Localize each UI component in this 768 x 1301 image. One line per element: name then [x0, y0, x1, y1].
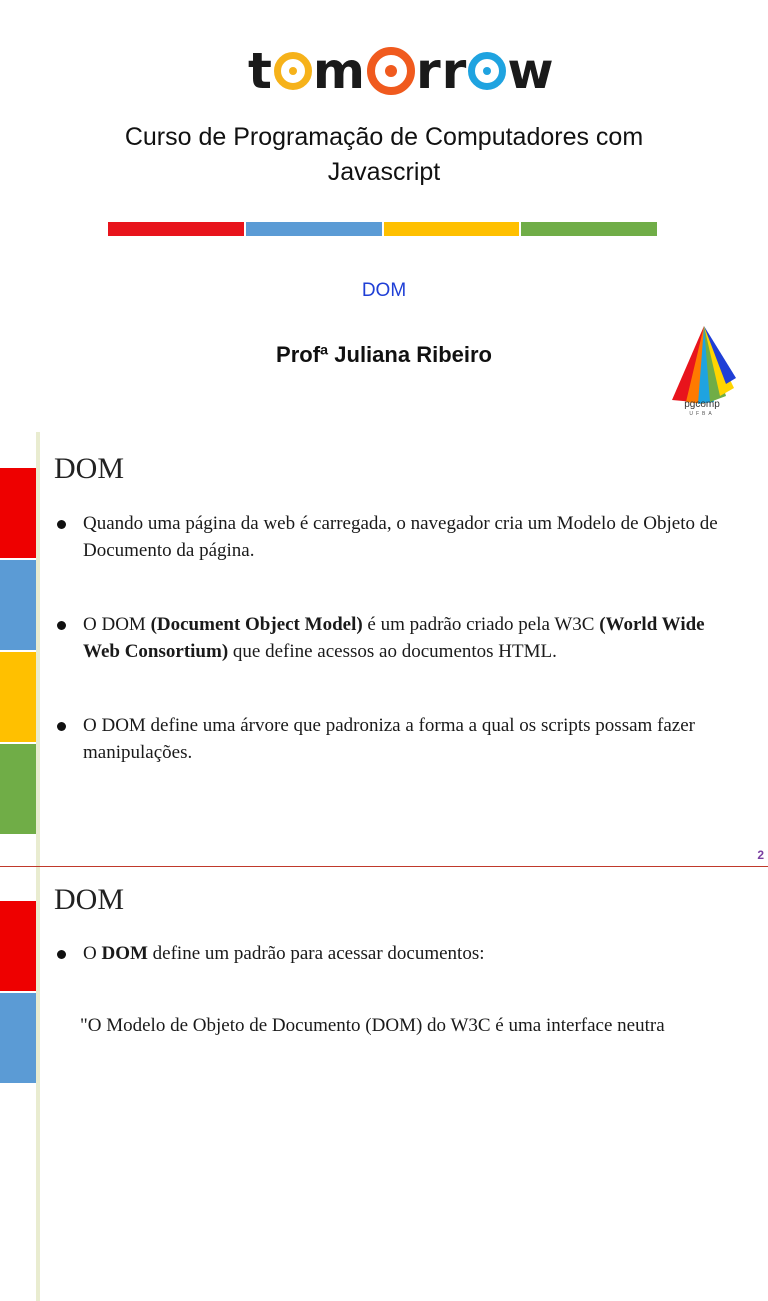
- content-slide-partial: [0, 867, 768, 1036]
- strip-block: [0, 560, 36, 650]
- slide-heading: DOM: [54, 452, 125, 485]
- strip-block: [0, 744, 36, 834]
- bullet-text-part: O DOM: [83, 614, 151, 635]
- bullet-text: Quando uma página da web é carregada, o navegador cria um Modelo de Objeto de Documento da página.: [83, 513, 718, 561]
- bullet-dot: [57, 621, 66, 630]
- course-title-line1: Curso de Programação de Computadores com: [124, 123, 644, 151]
- bullet-text-part: que define acessos ao documentos HTML.: [228, 641, 557, 662]
- bullet-dot: [57, 722, 66, 731]
- list-item: [54, 611, 734, 665]
- strip-block: [0, 993, 36, 1083]
- bullet-list: [54, 867, 734, 967]
- pgcomp-sub-label: UFBA: [689, 411, 715, 417]
- course-title-line2: Javascript: [327, 158, 441, 186]
- title-slide: [0, 0, 768, 432]
- bullet-text-bold: (Document Object Model): [150, 614, 363, 635]
- strip-block: [0, 432, 36, 468]
- strip-block: [0, 652, 36, 742]
- logo-ring-orange: [367, 47, 415, 95]
- cut-off-text: "O Modelo de Objeto de Documento (DOM) do W3C é uma interface neutra: [80, 1015, 665, 1036]
- list-item: [54, 712, 734, 766]
- slide-heading: DOM: [54, 883, 125, 916]
- strip-block: [0, 901, 36, 991]
- bullet-text-part: define um padrão para acessar documentos:: [147, 943, 485, 964]
- content-slide: [0, 432, 768, 867]
- strip-block: [0, 468, 36, 558]
- professor-name: Profª Juliana Ribeiro: [276, 342, 492, 367]
- bullet-dot: [57, 520, 66, 529]
- bullet-list: [54, 432, 734, 766]
- bullet-text-part: O: [83, 943, 102, 964]
- slide-color-strip: [0, 432, 36, 866]
- list-item: [54, 940, 734, 967]
- list-item: [54, 510, 734, 564]
- color-bar-segment: [108, 222, 244, 236]
- slide-color-strip: [0, 867, 36, 1301]
- strip-thin-line: [36, 867, 40, 1301]
- bullet-text-bold: DOM: [101, 943, 148, 964]
- color-bar-segment: [246, 222, 382, 236]
- bullet-text: O DOM define uma árvore que padroniza a forma a qual os scripts possam fazer manipulações.: [83, 715, 695, 763]
- strip-thin-line: [36, 432, 40, 866]
- color-bar-segment: [384, 222, 520, 236]
- color-bar-segment: [521, 222, 657, 236]
- tomorrow-logo: t m rr w: [248, 42, 555, 100]
- logo-ring-blue: [468, 52, 506, 90]
- bullet-text-part: é um padrão criado pela W3C: [362, 614, 600, 635]
- color-bar: [108, 222, 657, 236]
- bullet-text-bold: (World Wide Web Consortium): [83, 614, 705, 662]
- page-number: 2: [757, 848, 764, 862]
- bullet-dot: [57, 950, 66, 959]
- course-title: [60, 120, 708, 190]
- slide-subject: DOM: [361, 280, 407, 301]
- pgcomp-label: pgcomp: [684, 399, 720, 410]
- logo-ring-yellow: [274, 52, 312, 90]
- strip-block: [0, 867, 36, 901]
